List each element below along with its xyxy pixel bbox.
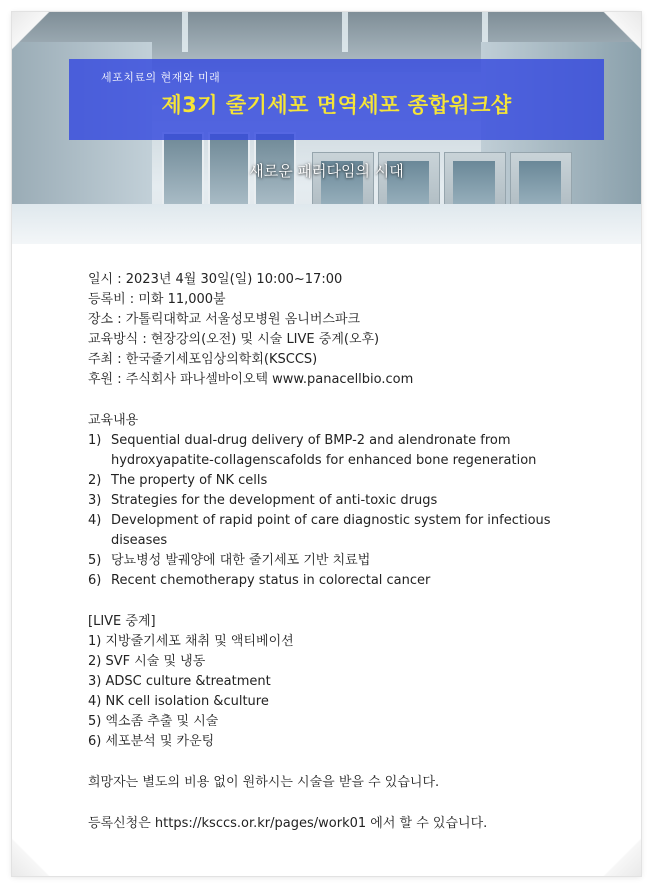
free-procedure-note: 희망자는 별도의 비용 없이 원하시는 시술을 받을 수 있습니다. — [88, 775, 440, 790]
page-curl-bottom-right — [603, 838, 641, 876]
live-item: 4) NK cell isolation &culture — [88, 694, 269, 709]
curriculum-item: 5) 당뇨병성 발궤양에 대한 줄기세포 기반 치료법 — [88, 553, 371, 568]
banner-tagline: 새로운 패러다임의 시대 — [249, 162, 404, 180]
curriculum-heading: 교육내용 — [88, 413, 139, 428]
live-item: 3) ADSC culture &treatment — [88, 674, 271, 689]
curriculum-item: 1) Sequential dual-drug delivery of BMP-2 and alendronate from hydroxyapatite-collagenscafolds for enhanced bone regeneration — [88, 433, 537, 468]
live-item: 2) SVF 시술 및 냉동 — [88, 654, 206, 669]
info-host: 주최 : 한국줄기세포임상의학회(KSCCS) — [88, 352, 318, 367]
curriculum-item: 6) Recent chemotherapy status in colorectal cancer — [88, 573, 431, 588]
info-format: 교육방식 : 현장강의(오전) 및 시술 LIVE 중계(오후) — [88, 332, 380, 347]
page-curl-top-right — [603, 12, 641, 50]
curriculum-item: 4) Development of rapid point of care diagnostic system for infectious diseases — [88, 513, 551, 548]
page-curl-bottom-left — [12, 838, 50, 876]
poster-frame — [12, 12, 641, 876]
live-item: 5) 엑소좀 추출 및 시술 — [88, 714, 219, 729]
info-sponsor: 후원 : 주식회사 파나셀바이오텍 www.panacellbio.com — [88, 372, 414, 387]
curriculum-item: 2) The property of NK cells — [88, 473, 268, 488]
registration-note: 등록신청은 https://ksccs.or.kr/pages/work01 에서 할 수 있습니다. — [88, 816, 488, 831]
page-curl-top-left — [12, 12, 50, 50]
live-item: 1) 지방줄기세포 채취 및 액티베이션 — [88, 634, 294, 649]
event-details — [88, 270, 608, 834]
workshop-title: 제3기 줄기세포 면역세포 종합워크샵 — [161, 93, 512, 117]
title-box — [69, 59, 604, 140]
info-venue: 장소 : 가톨릭대학교 서울성모병원 옴니버스파크 — [88, 312, 361, 327]
banner-image — [12, 12, 641, 244]
live-item: 6) 세포분석 및 카운팅 — [88, 734, 215, 749]
info-date: 일시 : 2023년 4월 30일(일) 10:00~17:00 — [88, 272, 343, 287]
banner-subtitle: 세포치료의 현재와 미래 — [101, 71, 221, 84]
curriculum-item: 3) Strategies for the development of anti-toxic drugs — [88, 493, 438, 508]
info-fee: 등록비 : 미화 11,000불 — [88, 292, 226, 307]
live-heading: [LIVE 중계] — [88, 614, 156, 629]
